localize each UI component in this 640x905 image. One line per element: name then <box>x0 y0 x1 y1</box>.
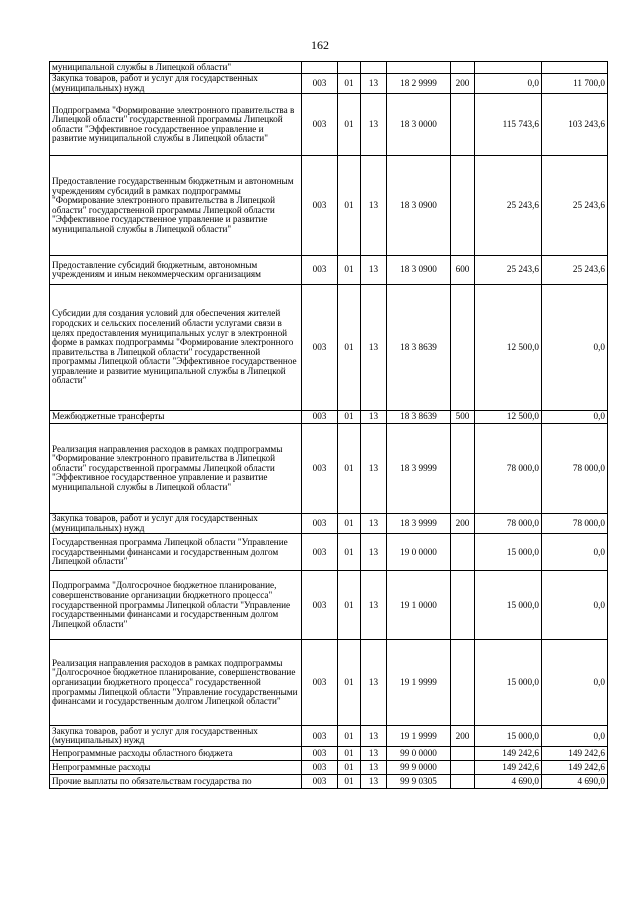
row-target-item: 18 3 8639 <box>387 411 451 424</box>
row-sum-year2: 0,0 <box>542 726 608 747</box>
row-section: 01 <box>338 726 361 747</box>
row-target-item: 18 3 8639 <box>387 285 451 411</box>
row-name: муниципальной службы в Липецкой области" <box>50 62 302 74</box>
row-expense-type <box>451 285 475 411</box>
row-expense-type: 200 <box>451 74 475 94</box>
row-name: Непрограммные расходы <box>50 761 302 775</box>
row-target-item: 99 9 0305 <box>387 775 451 789</box>
row-sum-year2: 4 690,0 <box>542 775 608 789</box>
table-row <box>50 571 608 640</box>
row-section: 01 <box>338 424 361 514</box>
row-expense-type: 600 <box>451 256 475 285</box>
row-admin-code: 003 <box>302 94 338 156</box>
row-name: Реализация направления расходов в рамках подпрограммы "Формирование электронного правительства в Липецкой области" государственной программы Липецкой области "Эффективное государственное управление и развитие муниципальной службы в Липецкой области" <box>50 424 302 514</box>
row-subsection <box>361 62 387 74</box>
row-target-item: 99 0 0000 <box>387 747 451 761</box>
budget-table-body <box>50 62 608 789</box>
row-admin-code: 003 <box>302 285 338 411</box>
row-section: 01 <box>338 94 361 156</box>
row-target-item: 19 0 0000 <box>387 534 451 571</box>
row-admin-code: 003 <box>302 640 338 726</box>
row-target-item: 99 9 0000 <box>387 761 451 775</box>
row-expense-type <box>451 156 475 256</box>
row-sum-year2: 11 700,0 <box>542 74 608 94</box>
row-subsection: 13 <box>361 726 387 747</box>
row-sum-year1: 4 690,0 <box>475 775 542 789</box>
table-row <box>50 534 608 571</box>
row-name: Субсидии для создания условий для обеспечения жителей городских и сельских поселений области услугами связи в целях предоставления муниципальных услуг в электронной форме в рамках подпрограммы "Формирование электронного правительства в Липецкой области" государственной программы Липецкой области "Эффективное государственное управление и развитие муниципальной службы в Липецкой области" <box>50 285 302 411</box>
table-row <box>50 156 608 256</box>
row-target-item: 19 1 9999 <box>387 726 451 747</box>
row-admin-code: 003 <box>302 256 338 285</box>
row-subsection: 13 <box>361 156 387 256</box>
row-admin-code: 003 <box>302 775 338 789</box>
row-expense-type <box>451 761 475 775</box>
row-sum-year1: 15 000,0 <box>475 640 542 726</box>
row-admin-code: 003 <box>302 156 338 256</box>
row-subsection: 13 <box>361 285 387 411</box>
row-sum-year1 <box>475 62 542 74</box>
row-expense-type: 200 <box>451 514 475 534</box>
row-admin-code: 003 <box>302 726 338 747</box>
row-sum-year2: 0,0 <box>542 571 608 640</box>
row-sum-year1: 149 242,6 <box>475 747 542 761</box>
row-target-item: 19 1 9999 <box>387 640 451 726</box>
row-subsection: 13 <box>361 747 387 761</box>
row-section: 01 <box>338 285 361 411</box>
row-sum-year2: 78 000,0 <box>542 424 608 514</box>
row-name: Закупка товаров, работ и услуг для государственных (муниципальных) нужд <box>50 74 302 94</box>
row-section <box>338 62 361 74</box>
table-row <box>50 256 608 285</box>
row-expense-type: 200 <box>451 726 475 747</box>
row-name: Межбюджетные трансферты <box>50 411 302 424</box>
row-sum-year2: 149 242,6 <box>542 747 608 761</box>
row-section: 01 <box>338 256 361 285</box>
row-sum-year1: 25 243,6 <box>475 156 542 256</box>
row-name: Закупка товаров, работ и услуг для государственных (муниципальных) нужд <box>50 514 302 534</box>
row-sum-year2 <box>542 62 608 74</box>
row-sum-year1: 15 000,0 <box>475 571 542 640</box>
row-name: Прочие выплаты по обязательствам государства по <box>50 775 302 789</box>
row-name: Непрограммные расходы областного бюджета <box>50 747 302 761</box>
row-sum-year1: 15 000,0 <box>475 534 542 571</box>
row-name: Реализация направления расходов в рамках подпрограммы "Долгосрочное бюджетное планирование, совершенствование организации бюджетного процесса" государственной программы Липецкой области "Управление государственными финансами и государственным долгом Липецкой области" <box>50 640 302 726</box>
row-subsection: 13 <box>361 256 387 285</box>
row-subsection: 13 <box>361 514 387 534</box>
row-target-item: 18 2 9999 <box>387 74 451 94</box>
row-name: Подпрограмма "Долгосрочное бюджетное планирование, совершенствование организации бюджетного процесса" государственной программы Липецкой области "Управление государственными финансами и государственным долгом Липецкой области" <box>50 571 302 640</box>
row-admin-code: 003 <box>302 74 338 94</box>
row-section: 01 <box>338 156 361 256</box>
table-row <box>50 775 608 789</box>
row-sum-year1: 78 000,0 <box>475 424 542 514</box>
table-row <box>50 640 608 726</box>
row-target-item: 18 3 0900 <box>387 256 451 285</box>
row-target-item: 18 3 9999 <box>387 424 451 514</box>
row-target-item: 18 3 0900 <box>387 156 451 256</box>
page-number: 162 <box>311 38 329 52</box>
row-admin-code: 003 <box>302 514 338 534</box>
table-row <box>50 424 608 514</box>
row-sum-year2: 0,0 <box>542 411 608 424</box>
budget-table <box>49 61 608 789</box>
table-row <box>50 62 608 74</box>
row-name: Государственная программа Липецкой области "Управление государственными финансами и государственным долгом Липецкой области" <box>50 534 302 571</box>
row-name: Предоставление субсидий бюджетным, автономным учреждениям и иным некоммерческим организациям <box>50 256 302 285</box>
row-sum-year2: 103 243,6 <box>542 94 608 156</box>
row-target-item <box>387 62 451 74</box>
row-admin-code: 003 <box>302 534 338 571</box>
row-name: Закупка товаров, работ и услуг для государственных (муниципальных) нужд <box>50 726 302 747</box>
row-expense-type <box>451 62 475 74</box>
row-sum-year2: 78 000,0 <box>542 514 608 534</box>
row-admin-code <box>302 62 338 74</box>
row-subsection: 13 <box>361 534 387 571</box>
row-expense-type <box>451 747 475 761</box>
row-admin-code: 003 <box>302 747 338 761</box>
row-section: 01 <box>338 747 361 761</box>
row-section: 01 <box>338 534 361 571</box>
row-expense-type <box>451 571 475 640</box>
row-admin-code: 003 <box>302 424 338 514</box>
row-sum-year2: 25 243,6 <box>542 256 608 285</box>
row-sum-year2: 0,0 <box>542 534 608 571</box>
row-expense-type <box>451 94 475 156</box>
row-sum-year1: 12 500,0 <box>475 411 542 424</box>
row-section: 01 <box>338 640 361 726</box>
row-sum-year1: 25 243,6 <box>475 256 542 285</box>
row-name: Подпрограмма "Формирование электронного правительства в Липецкой области" государственной программы Липецкой области "Эффективное государственное управление и развитие муниципальной службы в Липецкой области" <box>50 94 302 156</box>
row-target-item: 18 3 0000 <box>387 94 451 156</box>
row-sum-year1: 115 743,6 <box>475 94 542 156</box>
row-subsection: 13 <box>361 411 387 424</box>
row-subsection: 13 <box>361 94 387 156</box>
row-subsection: 13 <box>361 571 387 640</box>
row-sum-year2: 149 242,6 <box>542 761 608 775</box>
table-row <box>50 285 608 411</box>
row-sum-year1: 149 242,6 <box>475 761 542 775</box>
row-subsection: 13 <box>361 775 387 789</box>
row-section: 01 <box>338 571 361 640</box>
row-section: 01 <box>338 514 361 534</box>
row-subsection: 13 <box>361 424 387 514</box>
row-sum-year1: 15 000,0 <box>475 726 542 747</box>
row-expense-type <box>451 424 475 514</box>
table-row <box>50 411 608 424</box>
row-sum-year2: 0,0 <box>542 640 608 726</box>
row-expense-type: 500 <box>451 411 475 424</box>
row-admin-code: 003 <box>302 571 338 640</box>
row-sum-year1: 12 500,0 <box>475 285 542 411</box>
row-subsection: 13 <box>361 761 387 775</box>
row-sum-year1: 78 000,0 <box>475 514 542 534</box>
row-section: 01 <box>338 411 361 424</box>
row-subsection: 13 <box>361 74 387 94</box>
row-target-item: 19 1 0000 <box>387 571 451 640</box>
row-section: 01 <box>338 761 361 775</box>
row-subsection: 13 <box>361 640 387 726</box>
row-expense-type <box>451 775 475 789</box>
row-sum-year2: 25 243,6 <box>542 156 608 256</box>
row-admin-code: 003 <box>302 411 338 424</box>
row-section: 01 <box>338 775 361 789</box>
row-name: Предоставление государственным бюджетным и автономным учреждениям субсидий в рамках подпрограммы "Формирование электронного правительства в Липецкой области" государственной программы Липецкой области "Эффективное государственное управление и развитие муниципальной службы в Липецкой области" <box>50 156 302 256</box>
row-section: 01 <box>338 74 361 94</box>
row-target-item: 18 3 9999 <box>387 514 451 534</box>
table-row <box>50 74 608 94</box>
table-row <box>50 761 608 775</box>
table-row <box>50 747 608 761</box>
table-row <box>50 94 608 156</box>
row-sum-year1: 0,0 <box>475 74 542 94</box>
table-row <box>50 514 608 534</box>
row-sum-year2: 0,0 <box>542 285 608 411</box>
row-expense-type <box>451 534 475 571</box>
row-expense-type <box>451 640 475 726</box>
table-row <box>50 726 608 747</box>
row-admin-code: 003 <box>302 761 338 775</box>
